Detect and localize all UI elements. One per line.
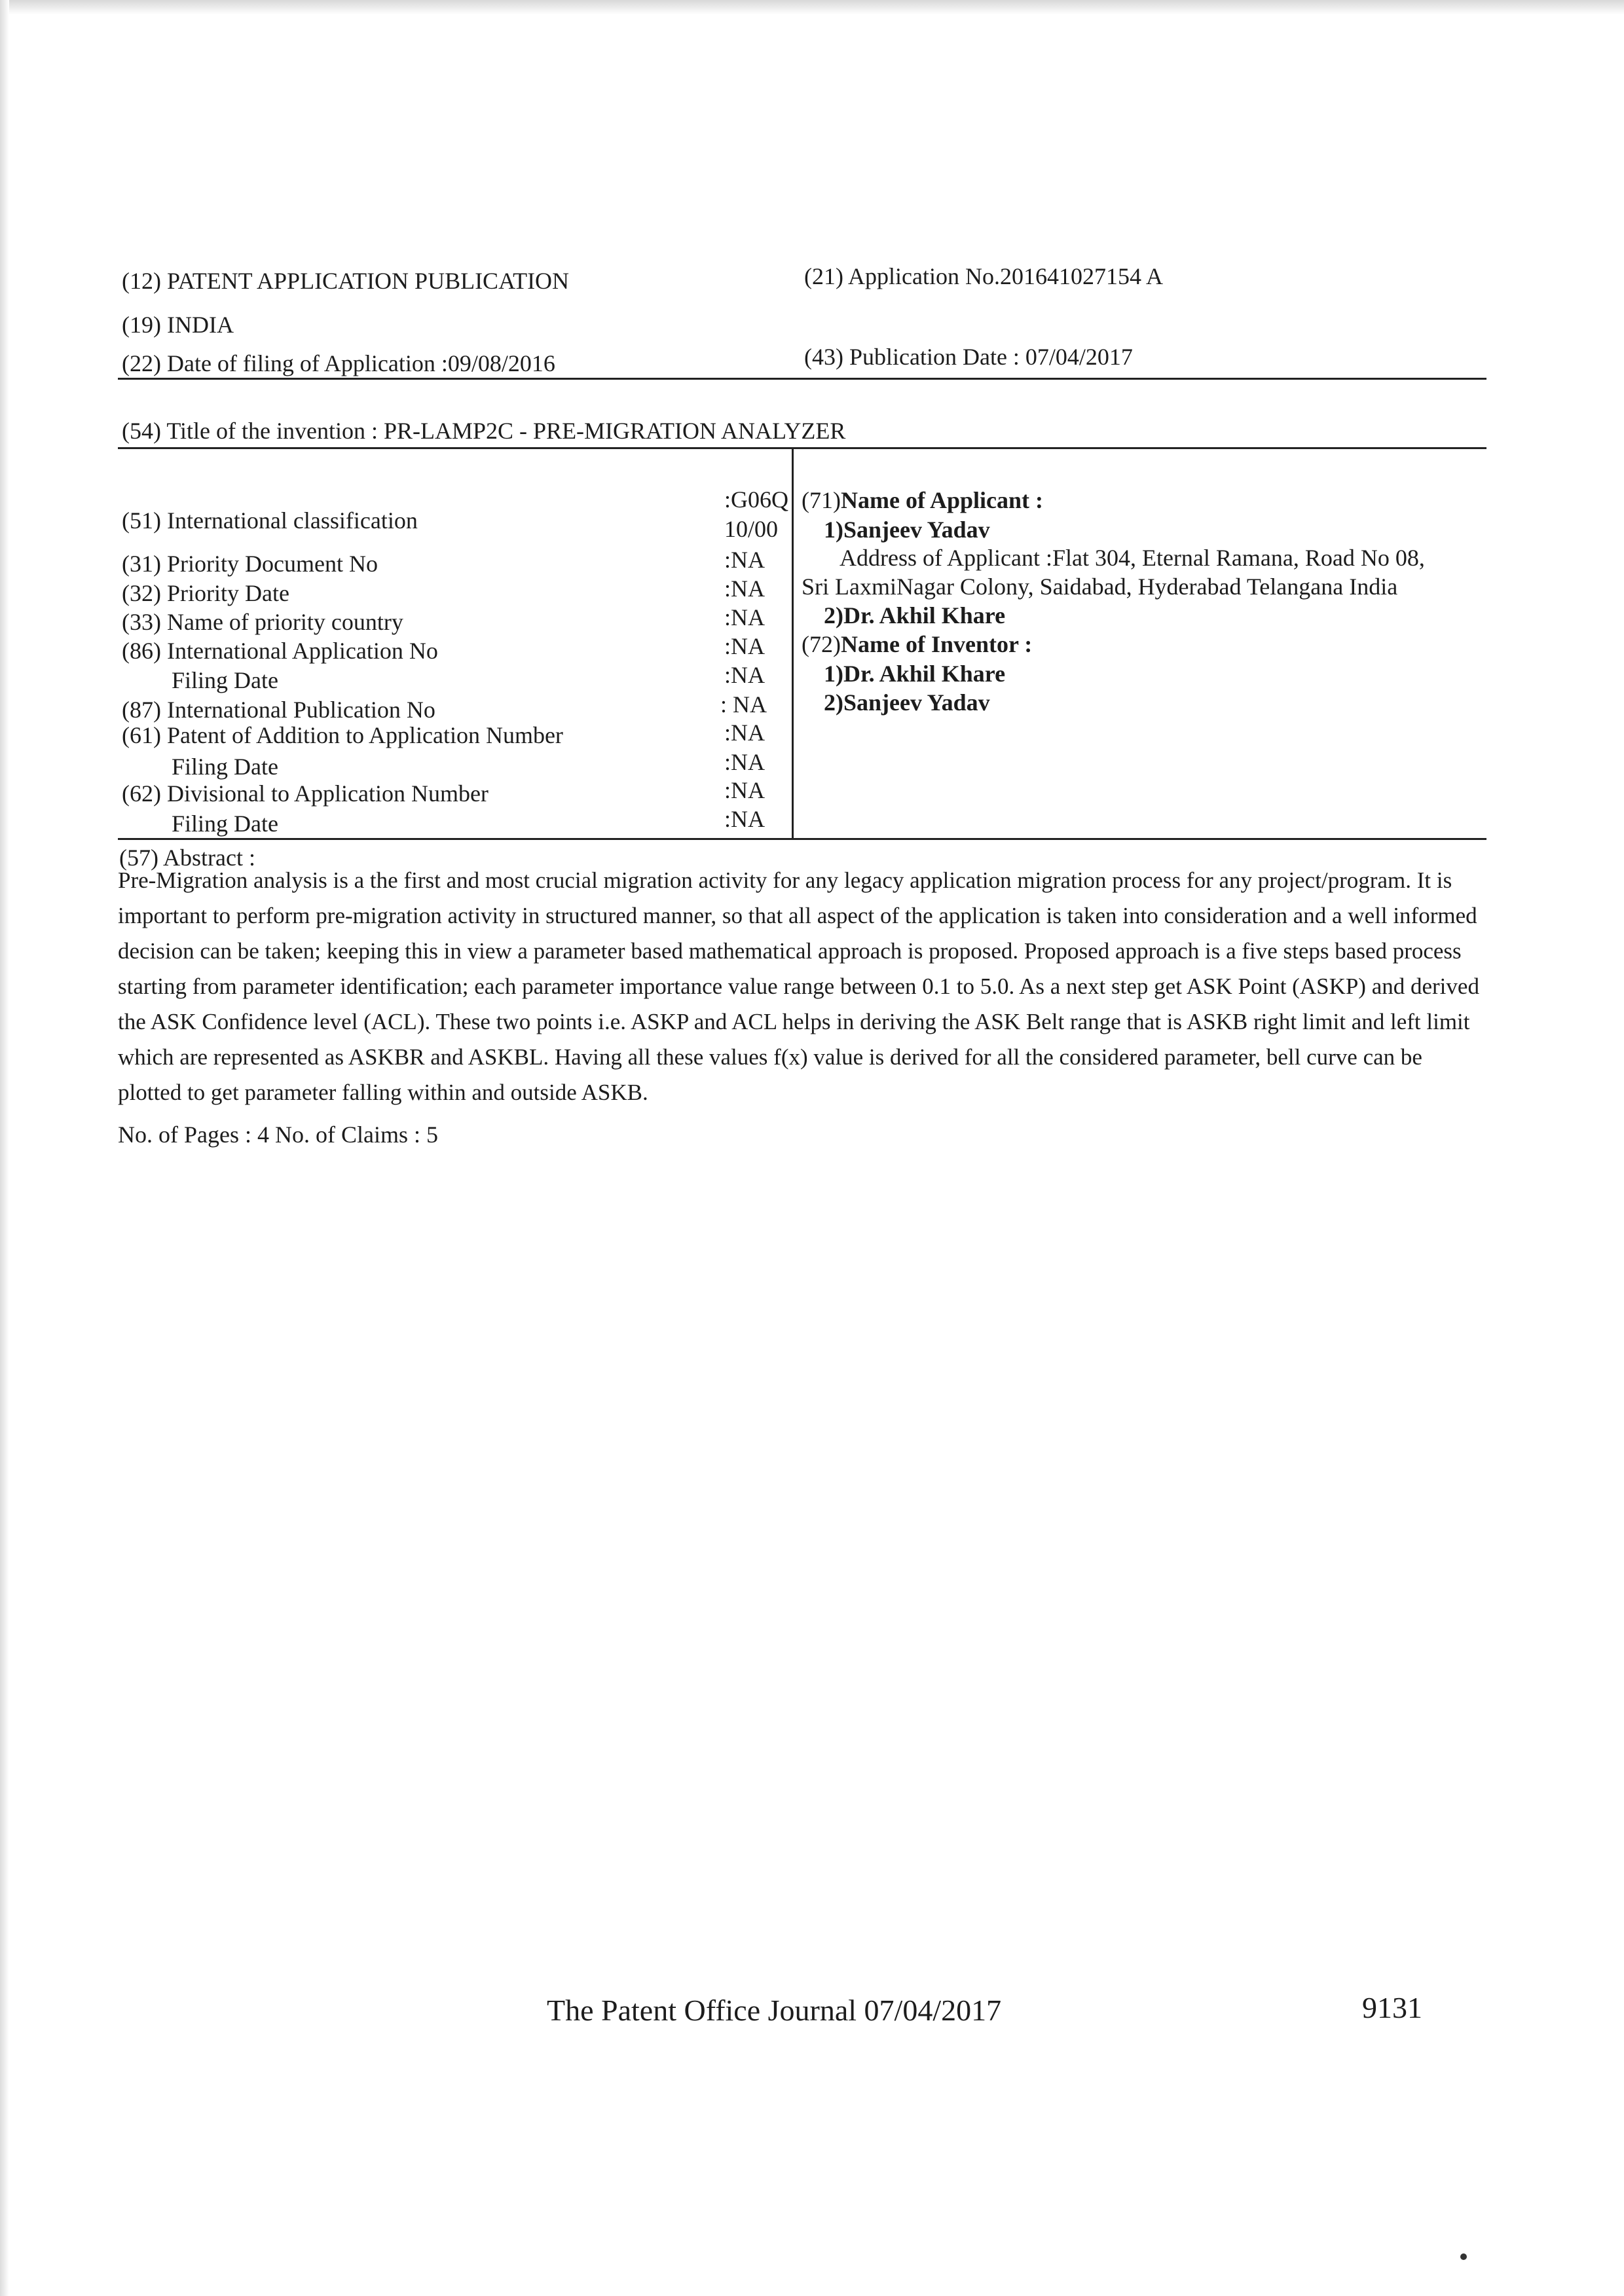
field-value: :NA [724,749,765,775]
field-label: (33) Name of priority country [122,609,403,635]
journal-footer: The Patent Office Journal 07/04/2017 [547,1994,1002,2027]
field-value: :NA [724,777,765,803]
abstract-text: Pre-Migration analysis is a the first and most crucial migration activity for any legacy application migration process for any project/program. It is important to perform pre-migration activity in structured manner, so that all aspect of the application is taken into consideration and a well informed decision can be taken; keeping this in view a parameter based mathematical approach is proposed. Proposed approach is a five steps based process starting from parameter identification; each parameter importance value range between 0.1 to 5.0. As a next step get ASK Point (ASKP) and derived the ASK Confidence level (ACL). These two points i.e. ASKP and ACL helps in deriving the ASK Belt range that is ASKB right limit and left limit which are represented as ASKBR and ASKBL. Having all these values f(x) value is derived for all the considered parameter, bell curve can be plotted to get parameter falling within and outside ASKB. [118,867,1479,1105]
applicant-heading [802,488,1043,512]
inventor-name: 2)Sanjeev Yadav [824,689,990,716]
scan-edge-top [0,0,1624,14]
application-number: (21) Application No.201641027154 A [804,263,1163,289]
country: (19) INDIA [122,312,234,338]
field-value: :NA [724,633,765,659]
abstract-label: (57) Abstract : [119,845,255,871]
field-label: Filing Date [172,667,278,693]
pages-and-claims: No. of Pages : 4 No. of Claims : 5 [118,1121,438,1148]
publication-date: (43) Publication Date : 07/04/2017 [804,344,1133,370]
filing-date: (22) Date of filing of Application :09/08/2016 [122,350,555,376]
field-label: Filing Date [172,754,278,780]
fields-rule [118,838,1486,840]
field-label: (87) International Publication No [122,697,435,723]
field-value: :NA [724,547,765,573]
field-value: :NA [724,720,765,746]
inventor-heading-prefix: (72) [802,631,841,657]
applicant-heading-prefix: (71) [802,487,841,513]
inventor-heading-label: Name of Inventor : [840,631,1033,657]
field-value: :NA [724,604,765,630]
field-value: :G06Q [724,486,788,513]
field-label: (32) Priority Date [122,580,289,606]
field-label: Filing Date [172,811,278,837]
field-value: : NA [720,691,767,718]
header-rule [118,378,1486,380]
inventor-heading [802,632,1032,656]
scan-speck [1460,2253,1467,2260]
field-value: :NA [724,575,765,602]
field-value: :NA [724,806,765,832]
applicant-address: Address of Applicant :Flat 304, Eternal Ramana, Road No 08, [840,545,1425,571]
field-label: (61) Patent of Addition to Application Number [122,722,563,748]
column-divider [792,447,794,840]
title-rule [118,447,1486,449]
field-value: 10/00 [724,516,779,542]
applicant-address: Sri LaxmiNagar Colony, Saidabad, Hyderabad Telangana India [802,574,1398,600]
field-label: (86) International Application No [122,638,438,664]
inventor-name: 1)Dr. Akhil Khare [824,661,1006,687]
applicant-name: 2)Dr. Akhil Khare [824,602,1006,629]
applicant-heading-label: Name of Applicant : [840,487,1043,513]
field-value: :NA [724,662,765,688]
scan-edge-left [0,0,9,2296]
field-label: (62) Divisional to Application Number [122,780,489,807]
invention-title: (54) Title of the invention : PR-LAMP2C - PRE-MIGRATION ANALYZER [122,418,846,444]
field-label: (31) Priority Document No [122,551,378,577]
field-label: (51) International classification [122,507,418,534]
page-number: 9131 [1362,1991,1422,2024]
applicant-name: 1)Sanjeev Yadav [824,517,990,543]
publication-type: (12) PATENT APPLICATION PUBLICATION [122,268,570,294]
